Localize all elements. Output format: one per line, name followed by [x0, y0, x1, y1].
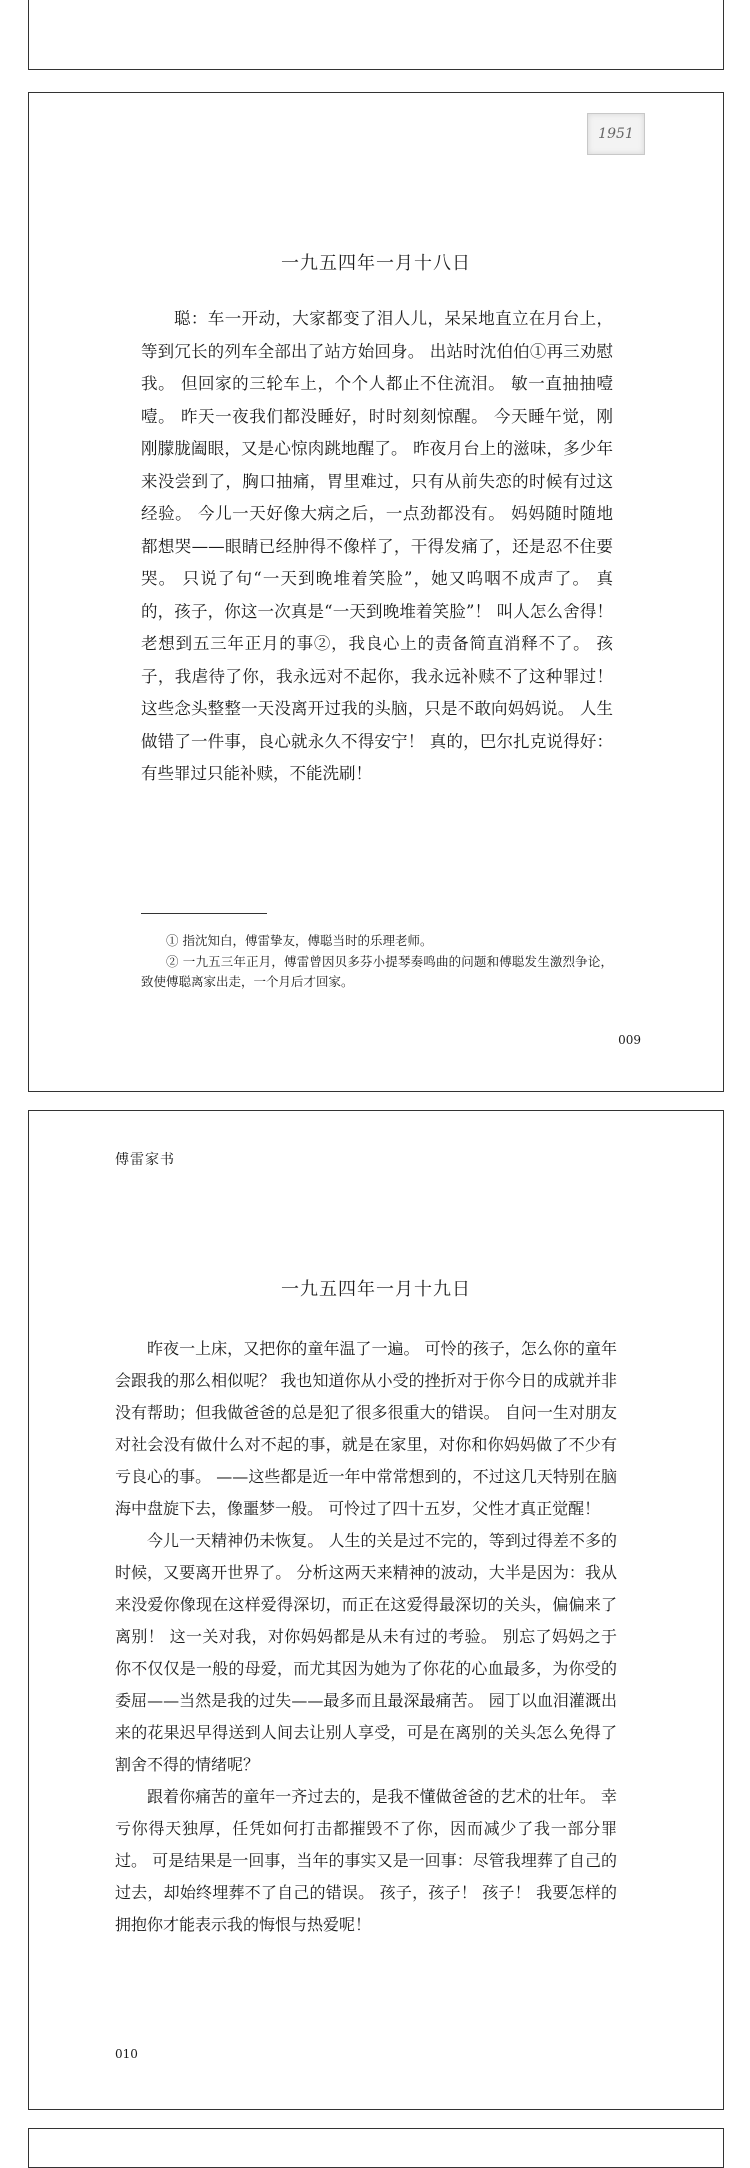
footnote: ② 一九五三年正月，傅雷曾因贝多芬小提琴奏鸣曲的问题和傅聪发生激烈争论，致使傅聪离家出走，一个月后才回家。	[141, 954, 613, 989]
letter-body	[141, 303, 613, 791]
letter-body	[115, 1333, 617, 1941]
paragraph: 今儿一天精神仍未恢复。 人生的关是过不完的，等到过得差不多的时候，又要离开世界了。 分析这两天来精神的波动，大半是因为：我从来没爱你像现在这样爱得深切，而正在这爱得最深切的关头，偏偏来了离别！ 这一关对我，对你妈妈都是从未有过的考验。 别忘了妈妈之于你不仅仅是一般的母爱，而尤其因为她为了你花的心血最多，为你受的委屈——当然是我的过失——最多而且最深最痛苦。 园丁以血泪灌溉出来的花果迟早得送到人间去让别人享受，可是在离别的关头怎么免得了割舍不得的情绪呢？	[115, 1531, 617, 1774]
page-010	[28, 1110, 724, 2110]
paragraph: 跟着你痛苦的童年一齐过去的，是我不懂做爸爸的艺术的壮年。 幸亏你得天独厚，任凭如何打击都摧毁不了你，因而减少了我一部分罪过。 可是结果是一回事，当年的事实又是一回事：尽管我埋葬了自己的过去，却始终埋葬不了自己的错误。 孩子，孩子！ 孩子！ 我要怎样的拥抱你才能表示我的悔恨与热爱呢！	[115, 1787, 617, 1934]
running-head: 傅雷家书	[115, 1152, 175, 1168]
next-page-edge	[28, 2128, 724, 2168]
entry-title: 一九五四年一月十九日	[281, 1279, 471, 1300]
page-number: 009	[618, 1033, 641, 1047]
footnotes	[141, 931, 613, 993]
page-009	[28, 92, 724, 1092]
footnote: ① 指沈知白，傅雷挚友，傅聪当时的乐理老师。	[166, 933, 433, 948]
page-number: 010	[115, 2047, 138, 2061]
previous-page-edge	[28, 0, 724, 70]
paragraph: 聪：车一开动，大家都变了泪人儿，呆呆地直立在月台上，等到冗长的列车全部出了站方始回身。 出站时沈伯伯①再三劝慰我。 但回家的三轮车上，个个人都止不住流泪。 敏一直抽抽噎噎。 昨天一夜我们都没睡好，时时刻刻惊醒。 今天睡午觉，刚刚朦胧阖眼，又是心惊肉跳地醒了。 昨夜月台上的滋味，多少年来没尝到了，胸口抽痛，胃里难过，只有从前失恋的时候有过这经验。 今儿一天好像大病之后，一点劲都没有。 妈妈随时随地都想哭——眼睛已经肿得不像样了，干得发痛了，还是忍不住要哭。 只说了句“一天到晚堆着笑脸”，她又呜咽不成声了。 真的，孩子，你这一次真是“一天到晚堆着笑脸”！ 叫人怎么舍得！ 老想到五三年正月的事②，我良心上的责备简直消释不了。 孩子，我虐待了你，我永远对不起你，我永远补赎不了这种罪过！ 这些念头整整一天没离开过我的头脑，只是不敢向妈妈说。 人生做错了一件事，良心就永久不得安宁！ 真的，巴尔扎克说得好：有些罪过只能补赎，不能洗刷！	[141, 309, 613, 783]
entry-title: 一九五四年一月十八日	[281, 253, 471, 274]
footnote-divider	[141, 913, 267, 914]
paragraph: 昨夜一上床，又把你的童年温了一遍。 可怜的孩子，怎么你的童年会跟我的那么相似呢？ 我也知道你从小受的挫折对于你今日的成就并非没有帮助；但我做爸爸的总是犯了很多很重大的错误。 自问一生对朋友对社会没有做什么对不起的事，就是在家里，对你和你妈妈做了不少有亏良心的事。 ——这些都是近一年中常常想到的，不过这几天特别在脑海中盘旋下去，像噩梦一般。 可怜过了四十五岁，父性才真正觉醒！	[115, 1339, 617, 1518]
year-stamp-image: 1951	[587, 113, 645, 155]
